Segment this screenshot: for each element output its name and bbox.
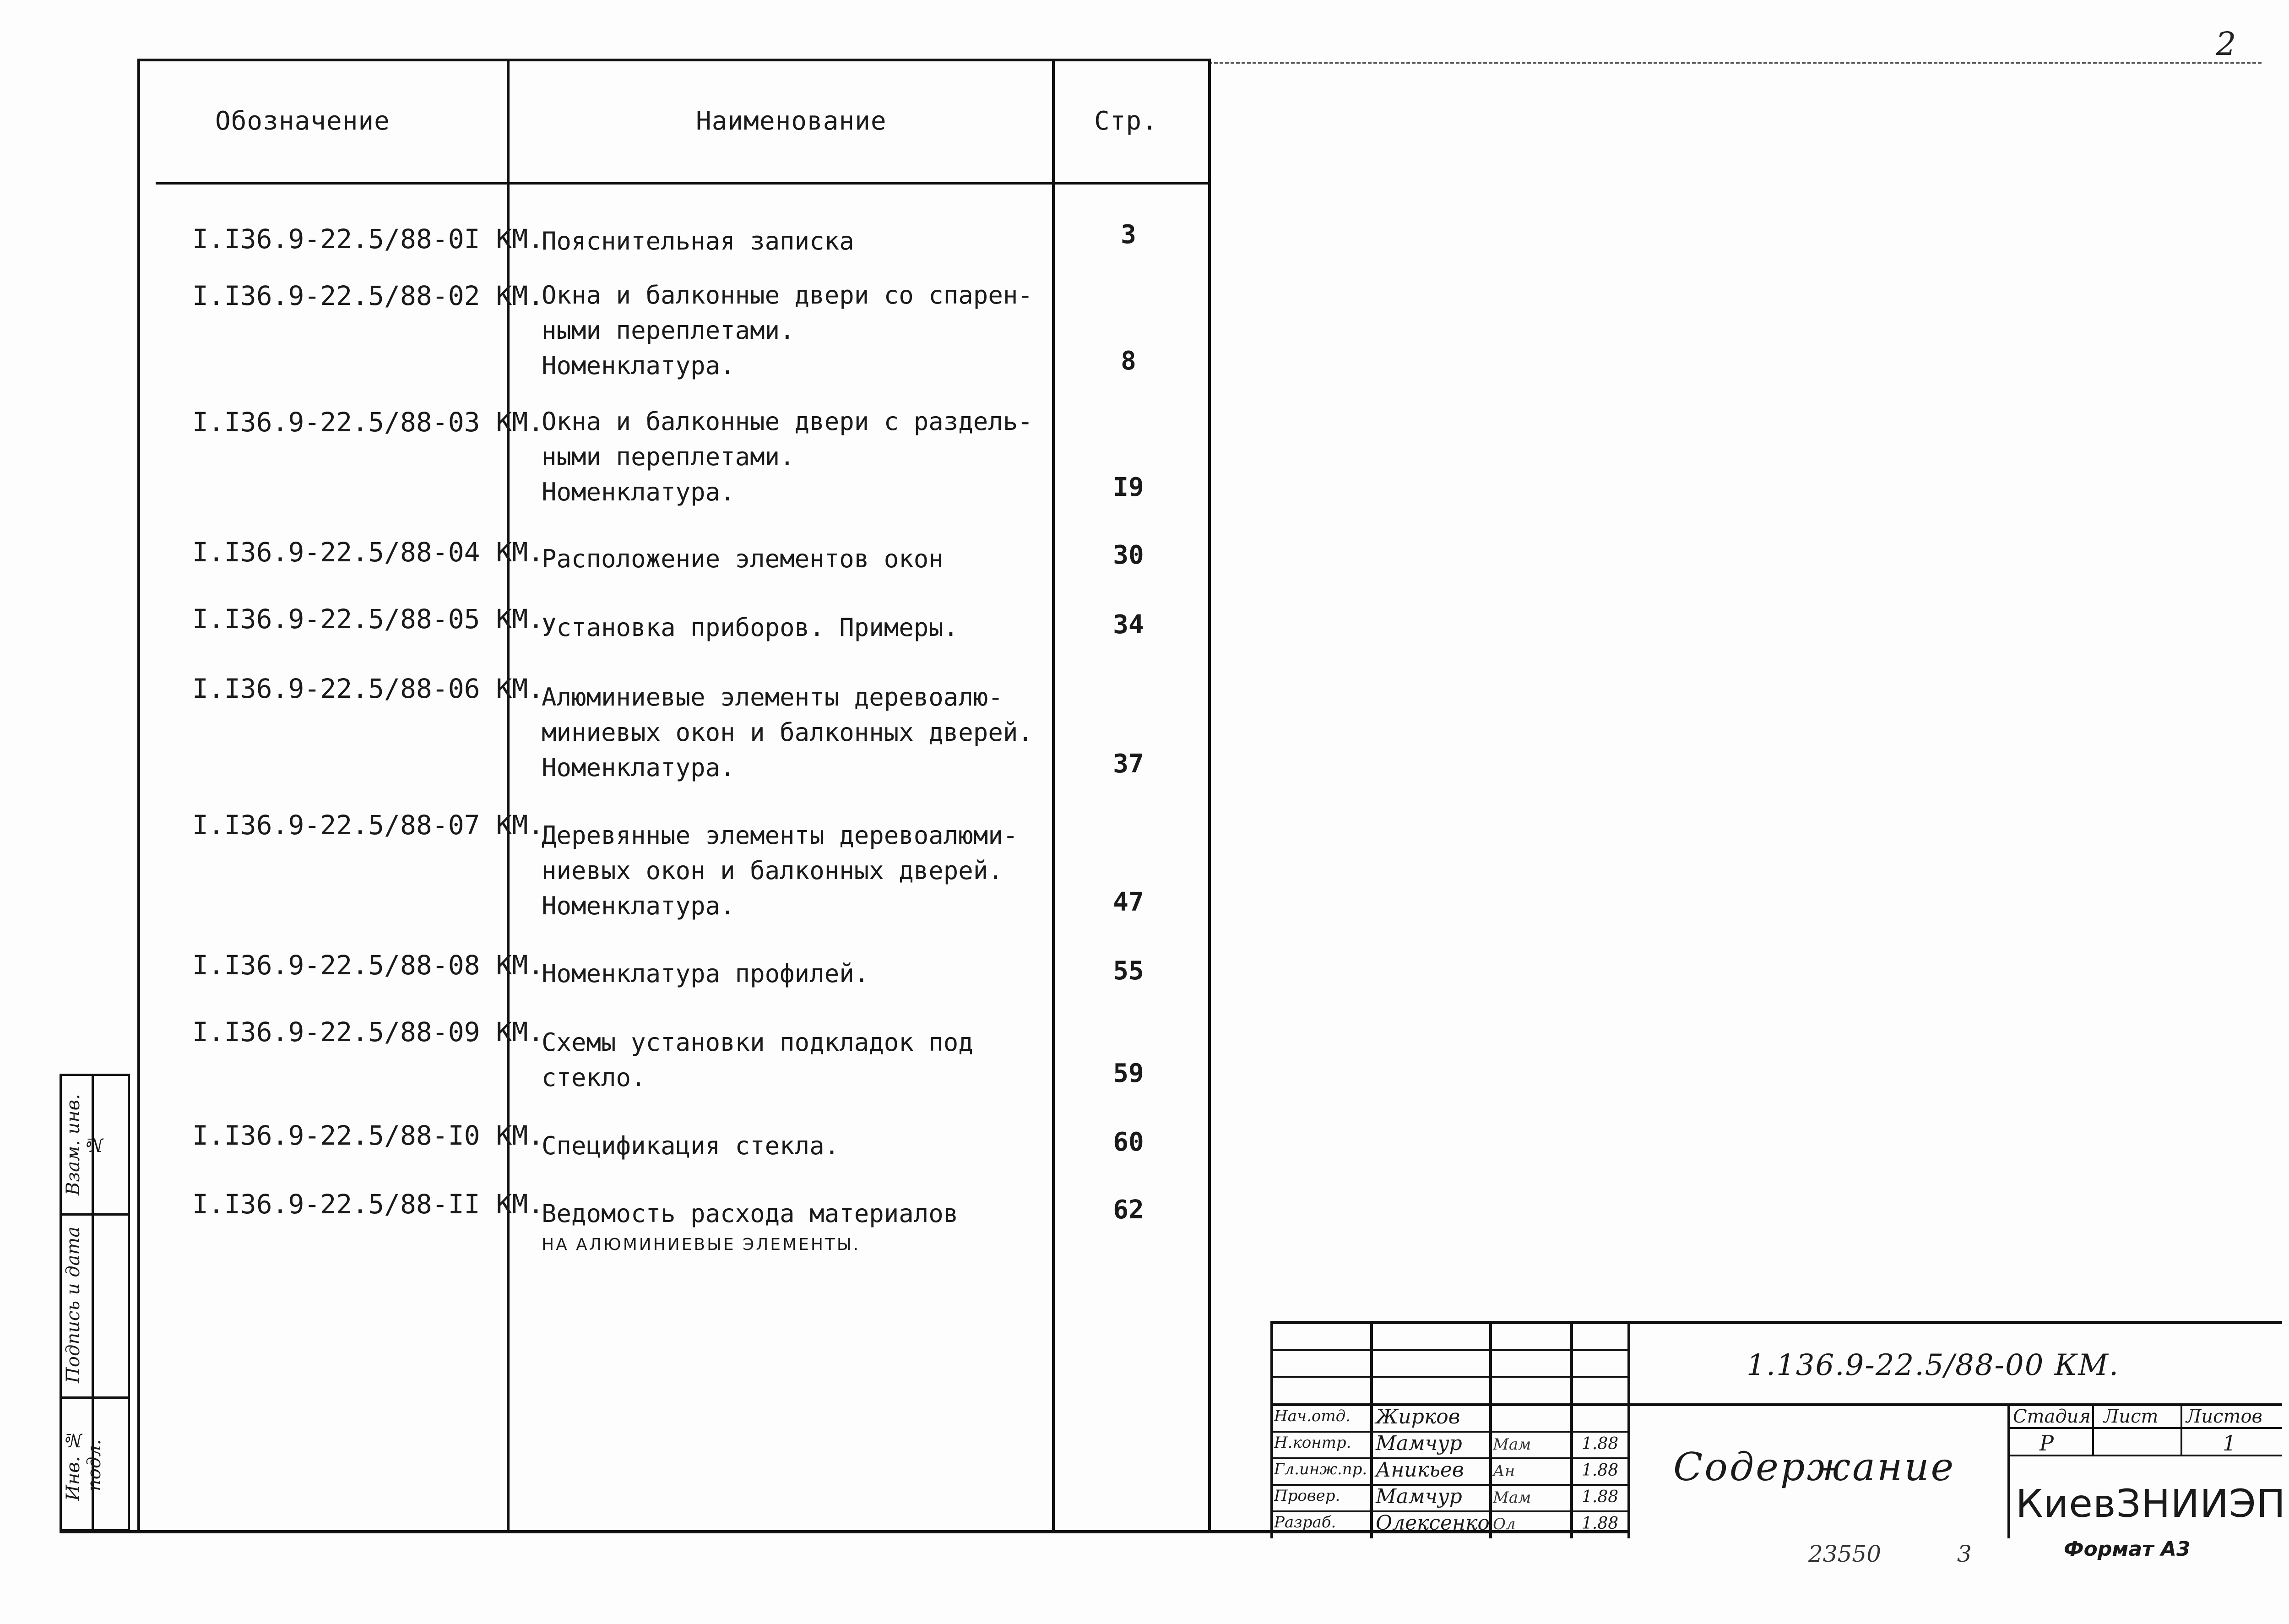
title-block-line bbox=[1570, 1321, 1573, 1538]
row-name-main: Ведомость расхода материалов bbox=[542, 1199, 959, 1228]
row-page: 47 bbox=[1113, 887, 1144, 917]
signature-date-label: Подпись и дата bbox=[63, 1226, 84, 1384]
sheet-header: Лист bbox=[2104, 1406, 2159, 1427]
copy-number: 3 bbox=[1957, 1541, 1972, 1567]
sign-date: 1.88 bbox=[1582, 1514, 1619, 1533]
signature: Мам bbox=[1493, 1488, 1531, 1507]
row-name-sub: НА АЛЮМИНИЕВЫЕ ЭЛЕМЕНТЫ. bbox=[542, 1235, 861, 1254]
role-label: Гл.инж.пр. bbox=[1274, 1460, 1367, 1478]
row-code: I.I36.9-22.5/88-0I КМ. bbox=[192, 223, 544, 255]
row-page: 34 bbox=[1113, 610, 1144, 640]
row-code: I.I36.9-22.5/88-05 КМ. bbox=[192, 603, 544, 635]
title-block-line bbox=[2181, 1403, 2182, 1455]
title-block-line bbox=[1270, 1349, 1627, 1351]
substitute-inventory-label: Взам. инв. № bbox=[63, 1094, 105, 1195]
row-page: I9 bbox=[1113, 473, 1144, 502]
page-number: 2 bbox=[2216, 25, 2236, 63]
side-stamp bbox=[60, 1074, 130, 1532]
row-page: 37 bbox=[1113, 749, 1144, 779]
row-page: 3 bbox=[1121, 220, 1136, 250]
row-name: Окна и балконные двери со спарен- ными переплетами. Номенклатура. bbox=[542, 281, 1033, 380]
row-page: 59 bbox=[1113, 1059, 1144, 1088]
column-divider-name bbox=[507, 59, 510, 1532]
person-name: Мамчур bbox=[1376, 1432, 1462, 1455]
inventory-number: 23550 bbox=[1808, 1541, 1882, 1567]
title-block bbox=[1270, 1321, 2286, 1538]
sheet-title: Содержание bbox=[1673, 1445, 1956, 1489]
sign-date: 1.88 bbox=[1582, 1434, 1619, 1453]
title-block-line bbox=[1370, 1321, 1373, 1538]
sign-date: 1.88 bbox=[1582, 1461, 1619, 1480]
header-page: Стр. bbox=[1094, 106, 1158, 136]
row-name: Схемы установки подкладок под стекло. bbox=[542, 1028, 973, 1092]
header-rule bbox=[156, 182, 1211, 185]
person-name: Мамчур bbox=[1376, 1485, 1462, 1508]
signature: Ан bbox=[1493, 1462, 1515, 1480]
title-block-line bbox=[2007, 1403, 2010, 1538]
sheets-header: Листов bbox=[2186, 1406, 2262, 1427]
row-page: 62 bbox=[1113, 1195, 1144, 1225]
stage-value: Р bbox=[2039, 1431, 2054, 1456]
row-code: I.I36.9-22.5/88-03 КМ. bbox=[192, 407, 544, 438]
top-rule bbox=[1209, 62, 2262, 64]
row-code: I.I36.9-22.5/88-07 КМ. bbox=[192, 809, 544, 841]
row-name bbox=[542, 1196, 958, 1259]
title-block-line bbox=[1489, 1321, 1492, 1538]
row-code: I.I36.9-22.5/88-04 КМ. bbox=[192, 537, 544, 568]
document-code: 1.136.9-22.5/88-00 КМ. bbox=[1747, 1348, 2120, 1382]
title-block-line bbox=[1270, 1376, 1627, 1378]
title-block-line bbox=[1270, 1321, 1273, 1538]
format-label: Формат А3 bbox=[2064, 1537, 2191, 1561]
sheets-value: 1 bbox=[2223, 1431, 2236, 1456]
row-code: I.I36.9-22.5/88-II КМ. bbox=[192, 1189, 544, 1220]
person-name: Олексенко bbox=[1376, 1511, 1490, 1535]
inventory-original-label: Инв. № подл. bbox=[63, 1429, 105, 1501]
column-divider-page bbox=[1052, 59, 1055, 1532]
row-name: Номенклатура профилей. bbox=[542, 959, 869, 988]
row-name: Окна и балконные двери с раздель- ными переплетами. Номенклатура. bbox=[542, 407, 1033, 506]
row-page: 55 bbox=[1113, 956, 1144, 986]
role-label: Нач.отд. bbox=[1274, 1407, 1351, 1425]
role-label: Провер. bbox=[1274, 1487, 1340, 1505]
signature: Мам bbox=[1493, 1435, 1531, 1454]
row-name: Деревянные элементы деревоалюми- ниевых окон и балконных дверей. Номенклатура. bbox=[542, 821, 1018, 920]
stage-header: Стадия bbox=[2013, 1406, 2091, 1427]
row-name: Алюминиевые элементы деревоалю- миниевых окон и балконных дверей. Номенклатура. bbox=[542, 683, 1033, 782]
header-designation: Обозначение bbox=[215, 106, 390, 136]
row-name: Пояснительная записка bbox=[542, 227, 854, 255]
row-name: Расположение элементов окон bbox=[542, 544, 944, 573]
row-page: 60 bbox=[1113, 1127, 1144, 1157]
organization-name: КиевЗНИИЭП bbox=[2016, 1481, 2286, 1526]
role-label: Разраб. bbox=[1274, 1513, 1336, 1532]
side-stamp-row-line bbox=[62, 1396, 128, 1399]
row-code: I.I36.9-22.5/88-06 КМ. bbox=[192, 673, 544, 704]
title-block-line bbox=[1627, 1321, 1630, 1538]
sign-date: 1.88 bbox=[1582, 1488, 1619, 1506]
row-page: 30 bbox=[1113, 540, 1144, 570]
row-code: I.I36.9-22.5/88-09 КМ. bbox=[192, 1016, 544, 1048]
row-code: I.I36.9-22.5/88-08 КМ. bbox=[192, 950, 544, 981]
person-name: Аникьев bbox=[1376, 1458, 1464, 1482]
signature: Ол bbox=[1493, 1515, 1516, 1533]
title-block-line bbox=[2007, 1427, 2282, 1429]
header-name: Наименование bbox=[696, 106, 887, 136]
row-code: I.I36.9-22.5/88-02 КМ. bbox=[192, 280, 544, 311]
side-stamp-row-line bbox=[62, 1213, 128, 1216]
row-page: 8 bbox=[1121, 346, 1136, 376]
row-name: Спецификация стекла. bbox=[542, 1131, 840, 1160]
role-label: Н.контр. bbox=[1274, 1434, 1351, 1452]
row-name: Установка приборов. Примеры. bbox=[542, 613, 959, 642]
title-block-line bbox=[2092, 1403, 2094, 1455]
title-block-top-border bbox=[1270, 1321, 2282, 1324]
person-name: Жирков bbox=[1376, 1405, 1460, 1428]
row-code: I.I36.9-22.5/88-I0 КМ. bbox=[192, 1120, 544, 1151]
